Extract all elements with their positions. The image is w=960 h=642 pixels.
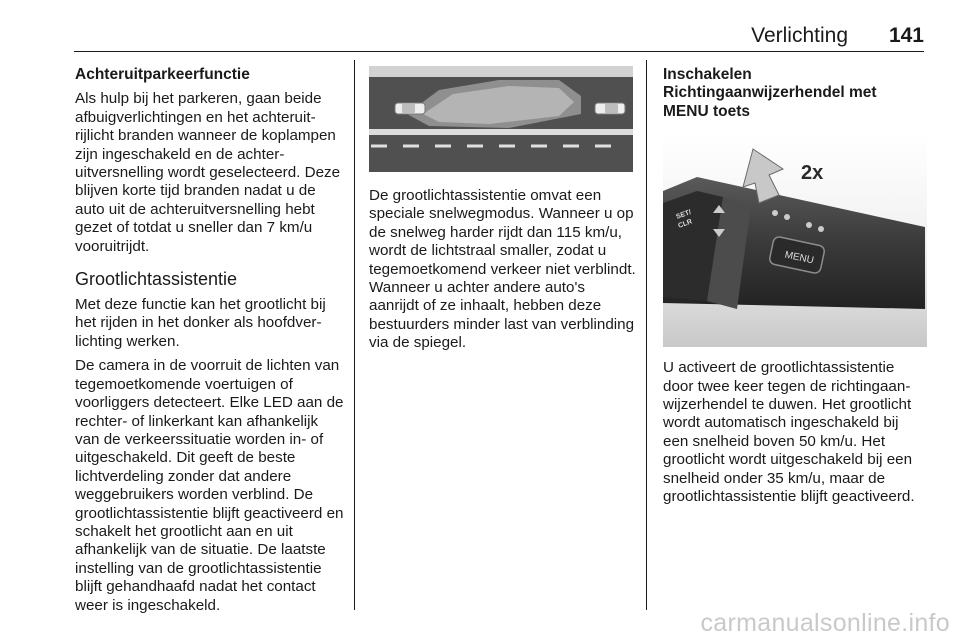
car-own-icon [395, 103, 425, 114]
column-divider-left [354, 60, 355, 610]
paragraph-activate-instructions: U activeert de grootlichtassistentie door twee keer tegen de richtingaanwijzerhendel te duwen. Het grootlicht wordt automatisch ingeschakeld bij een snelheid boven 50 km/u. Het grootlicht wordt uitgeschakeld bij een snelheid onder 35 km/u, maar de grootlichtassistentie blijft geactiveerd. [663, 359, 915, 506]
highway-mode-illustration [369, 66, 633, 172]
watermark: carmanualsonline.info [700, 609, 950, 637]
column-divider-right [646, 60, 647, 610]
press-count-label: 2x [801, 162, 824, 185]
paragraph-high-beam-intro: Met deze functie kan het grootlicht bij het rijden in het donker als hoofdverlichting werken. [75, 296, 326, 350]
menu-button-label: MENU [783, 249, 815, 267]
column-left [75, 66, 345, 621]
column-right [663, 66, 925, 512]
paragraph-reverse-parking: Als hulp bij het parkeren, gaan beide afbuigverlichtingen en het achteruitrijlicht branden wanneer de koplampen zijn ingeschakeld en de achteruitversnelling wordt geselecteerd. Deze blijven korte tijd branden nadat u de auto uit de achteruitversnelling hebt gezet of totdat u sneller dan 7 km/u vooruitrijdt. [75, 90, 341, 255]
heading-turn-signal-menu: Richtingaanwijzerhendel met MENU toets [663, 84, 877, 120]
heading-activate: Inschakelen [663, 66, 752, 83]
clr-label: CLR [677, 218, 694, 231]
heading-reverse-parking: Achteruitparkeerfunctie [75, 66, 250, 83]
paragraph-camera-detection: De camera in de voorruit de lichten van tegemoetkomende voertuigen of voorliggers detecteert. Elke LED aan de rechter- of linkerkant kan afhankelijk van de verkeerssituatie worden in- of uitgeschakeld. Dit geeft de beste lichtverdeling zonder dat andere weggebruikers worden verblind. De grootlichtassistentie blijft geactiveerd en schakelt het grootlicht aan en uit afhankelijk van de situatie. De laatste instelling van de grootlichtassistentie blijft gehandhaafd nadat het contact weer is ingeschakeld. [75, 357, 344, 614]
column-middle [369, 66, 637, 359]
paragraph-highway-mode: De grootlichtassistentie omvat een speciale snelwegmodus. Wanneer u op de snelweg harder rijdt dan 115 km/u, wordt de lichtstraal smaller, zodat u tegemoetkomend verkeer niet verblindt. Wanneer u achter andere auto's aanrijdt of ze inhaalt, hebben deze bestuurders minder last van verblinding via de spiegel. [369, 187, 636, 352]
turn-signal-stalk-illustration [663, 133, 927, 347]
section-title: Verlichting [751, 24, 848, 47]
car-ahead-icon [595, 103, 625, 114]
header-rule [74, 51, 924, 52]
set-label: SET/ [675, 209, 693, 222]
heading-high-beam-assist: Grootlichtassistentie [75, 269, 238, 290]
page-number: 141 [888, 24, 924, 47]
page-header [74, 24, 924, 50]
